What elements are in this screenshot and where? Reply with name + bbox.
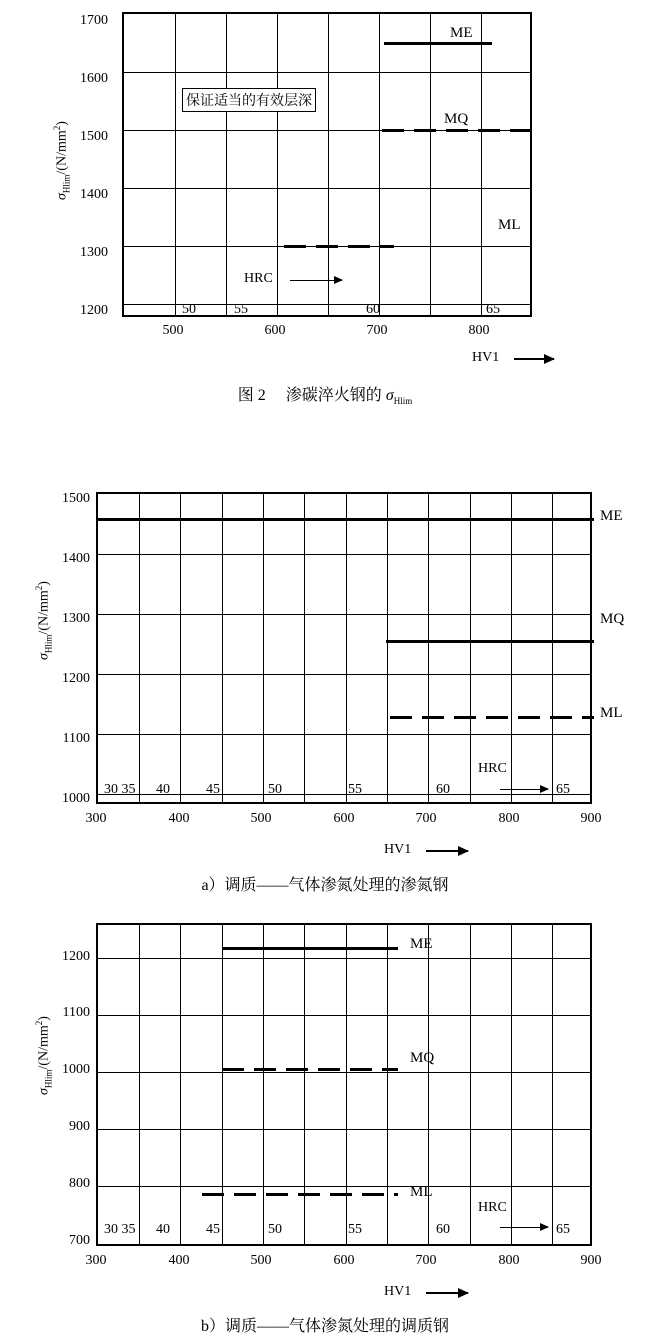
fig3b-xtick-700: 700 xyxy=(415,1253,437,1268)
gridline-vertical xyxy=(552,494,553,802)
fig3b-hrc-tick-65: 65 xyxy=(556,1222,570,1237)
fig3b-hrc-label: HRC xyxy=(478,1200,507,1215)
fig3b-series-label-ME: ME xyxy=(410,936,433,952)
fig3a-series-label-MQ: MQ xyxy=(600,611,625,627)
fig3b-ytick-1200: 1200 xyxy=(62,949,90,964)
fig3a-hrc-label: HRC xyxy=(478,761,507,776)
fig2-note: 保证适当的有效层深 xyxy=(182,88,316,112)
fig2-series-ME-line xyxy=(384,42,492,45)
fig3b-plot-area xyxy=(96,923,592,1246)
gridline-horizontal xyxy=(98,1186,590,1187)
fig3a-ytick-1000: 1000 xyxy=(62,791,90,806)
fig3b-hrc-tick-50: 50 xyxy=(268,1222,282,1237)
fig3a-xtick-400: 400 xyxy=(168,811,190,826)
gridline-vertical xyxy=(222,494,223,802)
fig3a-series-label-ME: ME xyxy=(600,508,623,524)
gridline-vertical xyxy=(304,494,305,802)
gridline-horizontal xyxy=(98,734,590,735)
fig3b-series-ME-line xyxy=(222,947,398,950)
fig2-caption: 图 2 渗碳淬火钢的 $\sigma_{Hlim}$ xyxy=(237,387,413,407)
fig2-hrc-tick-50: 50 xyxy=(182,302,196,317)
gridline-vertical xyxy=(481,14,482,315)
gridline-vertical xyxy=(226,14,227,315)
fig3a-hrc-tick-45: 45 xyxy=(206,782,220,797)
fig3b-series-label-MQ: MQ xyxy=(410,1050,435,1066)
gridline-horizontal xyxy=(124,72,530,73)
fig2-ytick-1300: 1300 xyxy=(80,245,108,260)
figure-3a xyxy=(0,470,650,900)
fig3a-x-axis-title: HV1 xyxy=(384,842,412,857)
fig3a-y-axis-title: $\sigma_{Hlim}/(N/mm^2)$ xyxy=(34,581,54,660)
gridline-vertical xyxy=(175,14,176,315)
gridline-vertical xyxy=(304,925,305,1244)
gridline-vertical xyxy=(387,494,388,802)
gridline-vertical xyxy=(180,494,181,802)
fig3b-hrc-tick-45: 45 xyxy=(206,1222,220,1237)
gridline-vertical xyxy=(470,925,471,1244)
fig2-hrc-tick-60: 60 xyxy=(366,302,380,317)
fig3a-plot-area xyxy=(96,492,592,804)
fig2-ytick-1200: 1200 xyxy=(80,303,108,318)
fig2-series-label-ML: ML xyxy=(498,217,521,233)
fig3a-xtick-600: 600 xyxy=(333,811,355,826)
fig2-series-MQ-line xyxy=(382,129,534,132)
fig3a-hrc-tick-65: 65 xyxy=(556,782,570,797)
gridline-vertical xyxy=(139,925,140,1244)
fig3a-hrc-tick-3035: 30 35 xyxy=(104,782,136,797)
fig3b-ytick-800: 800 xyxy=(69,1176,90,1191)
fig3b-ytick-900: 900 xyxy=(69,1119,90,1134)
fig3a-xtick-800: 800 xyxy=(498,811,520,826)
fig3b-xtick-600: 600 xyxy=(333,1253,355,1268)
fig3b-series-ML-line xyxy=(202,1193,398,1196)
fig3a-hrc-tick-55: 55 xyxy=(348,782,362,797)
fig3b-hrc-tick-3035: 30 35 xyxy=(104,1222,136,1237)
fig3a-xtick-900: 900 xyxy=(580,811,602,826)
fig3b-hrc-tick-60: 60 xyxy=(436,1222,450,1237)
fig3b-caption: b）调质——气体渗氮处理的调质钢 xyxy=(200,1318,449,1335)
fig2-ytick-1600: 1600 xyxy=(80,71,108,86)
fig3a-hrc-arrow xyxy=(500,789,548,790)
gridline-vertical xyxy=(379,14,380,315)
fig3b-xtick-400: 400 xyxy=(168,1253,190,1268)
gridline-vertical xyxy=(263,494,264,802)
fig3b-y-axis-title: $\sigma_{Hlim}/(N/mm^2)$ xyxy=(34,1016,54,1095)
gridline-horizontal xyxy=(98,794,590,795)
fig2-hrc-label: HRC xyxy=(244,271,273,286)
fig3a-ytick-1100: 1100 xyxy=(62,731,90,746)
fig3b-xtick-500: 500 xyxy=(250,1253,272,1268)
gridline-horizontal xyxy=(98,1072,590,1073)
gridline-horizontal xyxy=(98,614,590,615)
fig3a-series-ME-line xyxy=(98,518,594,521)
gridline-vertical xyxy=(511,494,512,802)
gridline-vertical xyxy=(470,494,471,802)
fig3a-series-MQ-line xyxy=(386,640,594,643)
fig2-caption-prefix: 图 2 xyxy=(237,387,266,404)
figure-2 xyxy=(0,0,650,420)
fig3a-hrc-tick-40: 40 xyxy=(156,782,170,797)
fig2-ytick-1700: 1700 xyxy=(80,13,108,28)
gridline-vertical xyxy=(346,494,347,802)
gridline-horizontal xyxy=(98,1015,590,1016)
gridline-vertical xyxy=(277,14,278,315)
fig3a-x-axis-arrow xyxy=(426,850,468,852)
fig2-x-axis-title: HV1 xyxy=(472,350,500,365)
gridline-vertical xyxy=(346,925,347,1244)
fig2-plot-area xyxy=(122,12,532,317)
fig3b-ytick-1100: 1100 xyxy=(62,1005,90,1020)
gridline-horizontal xyxy=(124,188,530,189)
fig2-y-axis-title: $\sigma_{Hlim}/(N/mm^2)$ xyxy=(52,121,72,200)
fig3a-ytick-1300: 1300 xyxy=(62,611,90,626)
fig2-ytick-1400: 1400 xyxy=(80,187,108,202)
gridline-vertical xyxy=(263,925,264,1244)
fig3a-series-label-ML: ML xyxy=(600,705,623,721)
gridline-vertical xyxy=(387,925,388,1244)
fig2-series-label-MQ: MQ xyxy=(444,111,469,127)
fig3a-xtick-700: 700 xyxy=(415,811,437,826)
fig3b-ytick-1000: 1000 xyxy=(62,1062,90,1077)
fig3a-ytick-1400: 1400 xyxy=(62,551,90,566)
fig3b-xtick-300: 300 xyxy=(85,1253,107,1268)
fig2-xtick-800: 800 xyxy=(468,323,490,338)
fig3b-x-axis-arrow xyxy=(426,1292,468,1294)
fig2-xtick-700: 700 xyxy=(366,323,388,338)
fig2-hrc-tick-55: 55 xyxy=(234,302,248,317)
gridline-horizontal xyxy=(98,674,590,675)
fig2-series-label-ME: ME xyxy=(450,25,473,41)
gridline-vertical xyxy=(180,925,181,1244)
fig3b-hrc-tick-55: 55 xyxy=(348,1222,362,1237)
fig2-caption-text: 渗碳淬火钢的 xyxy=(285,387,382,404)
gridline-horizontal xyxy=(98,1129,590,1130)
fig3b-ytick-700: 700 xyxy=(69,1233,90,1248)
gridline-vertical xyxy=(430,14,431,315)
fig2-hrc-arrow xyxy=(290,280,342,281)
gridline-vertical xyxy=(511,925,512,1244)
fig3a-ytick-1200: 1200 xyxy=(62,671,90,686)
gridline-vertical xyxy=(552,925,553,1244)
gridline-horizontal xyxy=(98,554,590,555)
fig3b-hrc-tick-40: 40 xyxy=(156,1222,170,1237)
gridline-vertical xyxy=(139,494,140,802)
fig3a-xtick-300: 300 xyxy=(85,811,107,826)
fig3b-x-axis-title: HV1 xyxy=(384,1284,412,1299)
figure-3b xyxy=(0,905,650,1335)
fig2-x-axis-arrow xyxy=(514,358,554,360)
fig3b-hrc-arrow xyxy=(500,1227,548,1228)
gridline-vertical xyxy=(222,925,223,1244)
fig3a-hrc-tick-60: 60 xyxy=(436,782,450,797)
gridline-vertical xyxy=(328,14,329,315)
fig3a-series-ML-line xyxy=(390,716,594,719)
fig3a-hrc-tick-50: 50 xyxy=(268,782,282,797)
fig2-xtick-500: 500 xyxy=(162,323,184,338)
fig3b-xtick-900: 900 xyxy=(580,1253,602,1268)
fig3a-caption: a）调质——气体渗氮处理的渗氮钢 xyxy=(201,877,449,894)
gridline-horizontal xyxy=(98,958,590,959)
fig2-ytick-1500: 1500 xyxy=(80,129,108,144)
fig2-hrc-tick-65: 65 xyxy=(486,302,500,317)
fig3b-xtick-800: 800 xyxy=(498,1253,520,1268)
fig3b-series-label-ML: ML xyxy=(410,1184,433,1200)
fig3a-xtick-500: 500 xyxy=(250,811,272,826)
fig2-series-ML-line xyxy=(284,245,394,248)
fig3b-series-MQ-line xyxy=(222,1068,398,1071)
fig2-xtick-600: 600 xyxy=(264,323,286,338)
gridline-vertical xyxy=(428,494,429,802)
fig3a-ytick-1500: 1500 xyxy=(62,491,90,506)
